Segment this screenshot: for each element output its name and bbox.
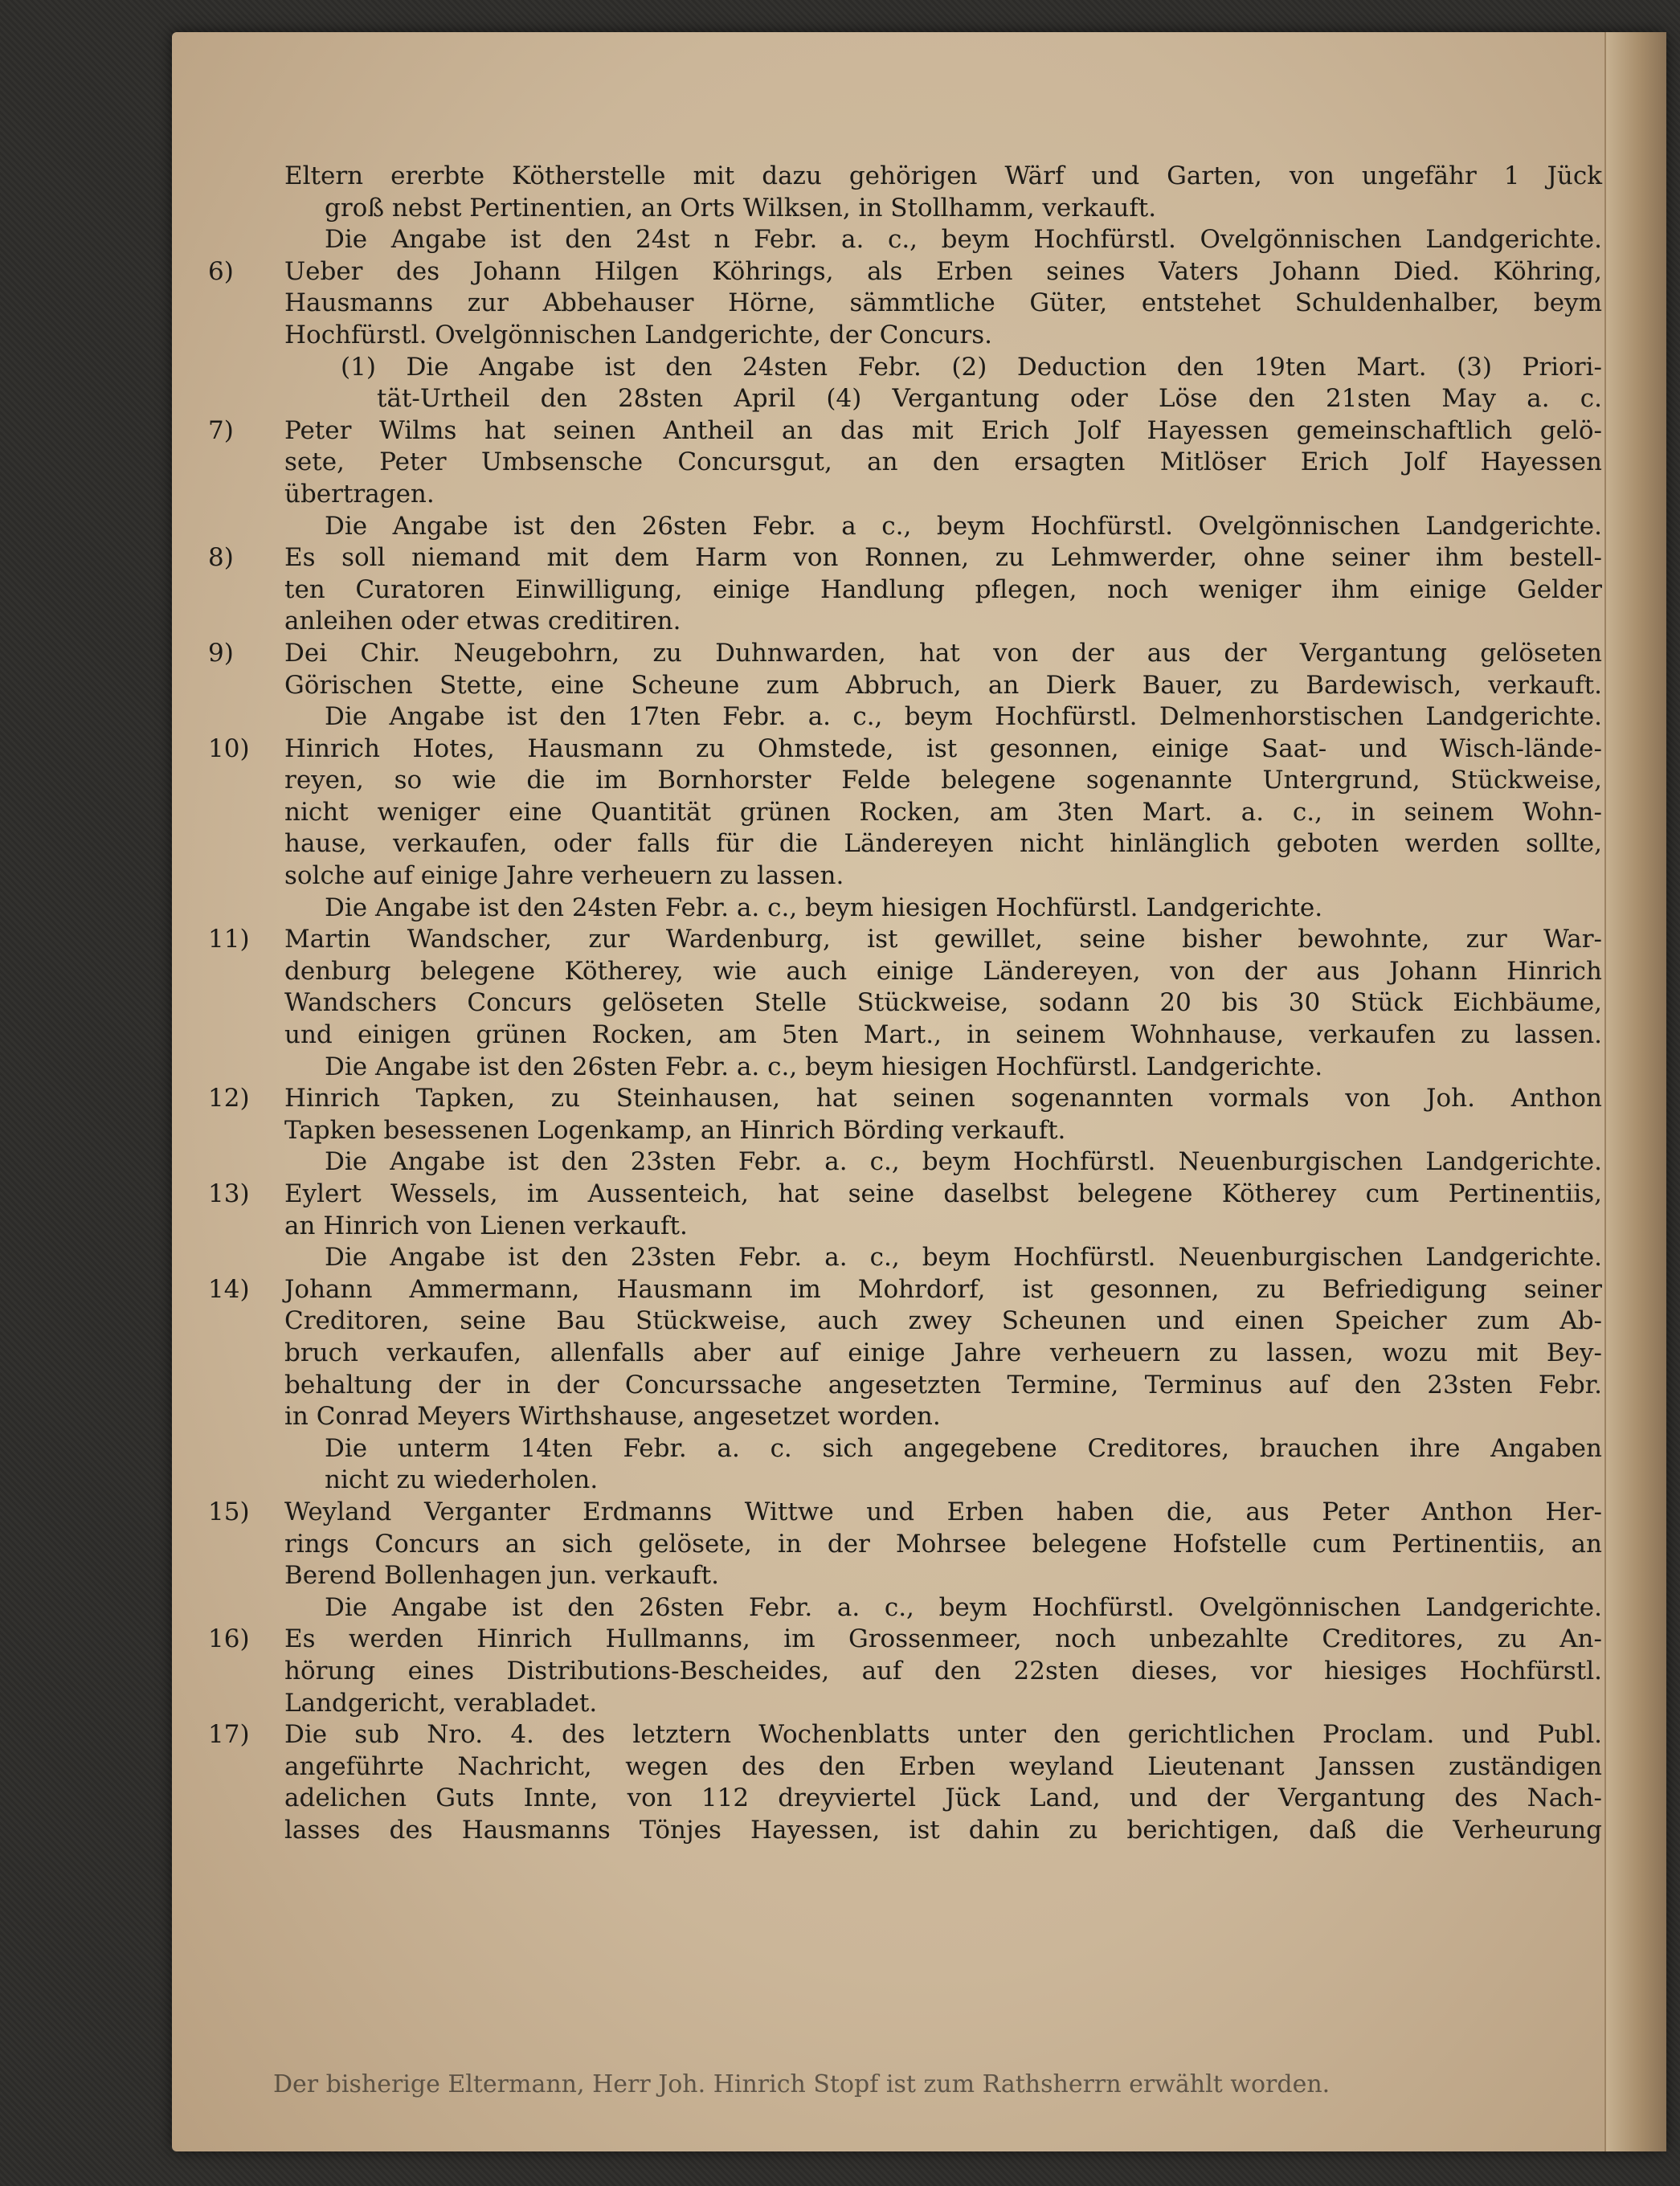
text-line: rings Concurs an sich gelösete, in der Mohrsee belegene Hofstelle cum Pertinentiis, an [284, 1529, 1602, 1559]
text-line: Hochfürstl. Ovelgönnischen Landgerichte, der Concurs. [284, 320, 992, 349]
text-line: Die Angabe ist den 23sten Febr. a. c., beym Hochfürstl. Neuenburgischen Landgerichte. [325, 1147, 1602, 1177]
text-line: solche auf einige Jahre verheuern zu lassen. [284, 861, 844, 891]
text-line: Die unterm 14ten Febr. a. c. sich angegebene Creditores, brauchen ihre Angaben [325, 1433, 1602, 1463]
entry-number: 10) [208, 733, 250, 763]
text-line: Die Angabe ist den 26sten Febr. a c., beym Hochfürstl. Ovelgönnischen Landgerichte. [325, 511, 1602, 541]
announcement-text [208, 161, 1602, 1846]
text-line: Die Angabe ist den 23sten Febr. a. c., beym Hochfürstl. Neuenburgischen Landgerichte. [325, 1243, 1602, 1273]
entry-number: 15) [208, 1497, 250, 1526]
entry-number: 14) [208, 1274, 250, 1304]
text-line: Berend Bollenhagen jun. verkauft. [284, 1561, 719, 1591]
text-line: Die Angabe ist den 24sten Febr. a. c., beym hiesigen Hochfürstl. Landgerichte. [325, 893, 1323, 922]
text-line: an Hinrich von Lienen verkauft. [284, 1211, 688, 1240]
text-line: Creditoren, seine Bau Stückweise, auch zwey Scheunen und einen Speicher zum Ab- [284, 1306, 1602, 1336]
next-page-bleed-line: Der bisherige Eltermann, Herr Joh. Hinrich Stopf ist zum Rathsherrn erwählt worden. [273, 2071, 1331, 2098]
text-line: Landgericht, verabladet. [284, 1688, 598, 1718]
text-line: adelichen Guts Innte, von 112 dreyviertel Jück Land, und der Vergantung des Nach- [284, 1784, 1602, 1813]
text-line: sete, Peter Umbsensche Concursgut, an den ersagten Mitlöser Erich Jolf Hayessen [284, 447, 1602, 477]
book-page [172, 32, 1666, 2151]
text-line: Wandschers Concurs gelöseten Stelle Stückweise, sodann 20 bis 30 Stück Eichbäume, [284, 988, 1602, 1018]
text-line: groß nebst Pertinentien, an Orts Wilksen, in Stollhamm, verkauft. [325, 193, 1157, 223]
text-line: übertragen. [284, 479, 435, 509]
entry-number: 16) [208, 1624, 250, 1654]
text-line: Die Angabe ist den 26sten Febr. a. c., beym Hochfürstl. Ovelgönnischen Landgerichte. [325, 1592, 1602, 1622]
text-line: Tapken besessenen Logenkamp, an Hinrich Börding verkauft. [284, 1115, 1066, 1145]
text-line: Die Angabe ist den 26sten Febr. a. c., beym hiesigen Hochfürstl. Landgerichte. [325, 1052, 1323, 1081]
text-line: und einigen grünen Rocken, am 5ten Mart., in seinem Wohnhause, verkaufen zu lassen. [284, 1020, 1602, 1050]
entry-line: 14) Johann Ammermann, Hausmann im Mohrdorf, ist gesonnen, zu Befriedigung seiner [284, 1274, 1602, 1306]
text-line: (1) Die Angabe ist den 24sten Febr. (2) Deduction den 19ten Mart. (3) Priori- [341, 352, 1602, 382]
entry-line: 16) Es werden Hinrich Hullmanns, im Grossenmeer, noch unbezahlte Creditores, zu An- [284, 1624, 1602, 1656]
text-line: behaltung der in der Concurssache angesetzten Termine, Terminus auf den 23sten Febr. [284, 1370, 1602, 1399]
entry-line: 7) Peter Wilms hat seinen Antheil an das mit Erich Jolf Hayessen gemeinschaftlich gelö- [284, 415, 1602, 447]
entry-number: 8) [208, 543, 234, 573]
text-line: anleihen oder etwas creditiren. [284, 607, 681, 636]
text-line: Eltern ererbte Kötherstelle mit dazu gehörigen Wärf und Garten, von ungefähr 1 Jück [284, 161, 1602, 190]
entry-line: 10) Hinrich Hotes, Hausmann zu Ohmstede, ist gesonnen, einige Saat- und Wisch-lände- [284, 733, 1602, 766]
text-line: angeführte Nachricht, wegen des den Erben weyland Lieutenant Janssen zuständigen [284, 1751, 1602, 1781]
text-line: in Conrad Meyers Wirthshause, angesetzet worden. [284, 1402, 941, 1432]
entry-line: 15) Weyland Verganter Erdmanns Wittwe und Erben haben die, aus Peter Anthon Her- [284, 1497, 1602, 1529]
text-line: hause, verkaufen, oder falls für die Ländereyen nicht hinlänglich geboten werden sollte, [284, 829, 1602, 859]
entry-number: 17) [208, 1720, 250, 1750]
text-line: Die Angabe ist den 24st n Febr. a. c., beym Hochfürstl. Ovelgönnischen Landgerichte. [325, 225, 1602, 255]
text-line: nicht weniger eine Quantität grünen Rocken, am 3ten Mart. a. c., in seinem Wohn- [284, 797, 1602, 827]
entry-line: 12) Hinrich Tapken, zu Steinhausen, hat seinen sogenannten vormals von Joh. Anthon [284, 1083, 1602, 1115]
text-line: Hausmanns zur Abbehauser Hörne, sämmtliche Güter, entstehet Schuldenhalber, beym [284, 288, 1602, 318]
entry-line: 9) Dei Chir. Neugebohrn, zu Duhnwarden, hat von der aus der Vergantung gelöseten [284, 638, 1602, 670]
text-line: Görischen Stette, eine Scheune zum Abbruch, an Dierk Bauer, zu Bardewisch, verkauft. [284, 670, 1602, 700]
text-line: ten Curatoren Einwilligung, einige Handlung pflegen, noch weniger ihm einige Gelder [284, 574, 1602, 604]
entry-number: 7) [208, 415, 234, 445]
entry-number: 6) [208, 256, 234, 286]
entry-line: 17) Die sub Nro. 4. des letztern Wochenblatts unter den gerichtlichen Proclam. und Publ. [284, 1719, 1602, 1751]
entry-line: 13) Eylert Wessels, im Aussenteich, hat seine daselbst belegene Kötherey cum Pertinentiis, [284, 1179, 1602, 1211]
entry-line: 11) Martin Wandscher, zur Wardenburg, ist gewillet, seine bisher bewohnte, zur War- [284, 924, 1602, 956]
entry-number: 11) [208, 925, 250, 954]
entry-line: 6) Ueber des Johann Hilgen Köhrings, als Erben seines Vaters Johann Died. Köhring, [284, 256, 1602, 288]
text-line: tät-Urtheil den 28sten April (4) Vergantung oder Löse den 21sten May a. c. [377, 384, 1602, 414]
text-line: Die Angabe ist den 17ten Febr. a. c., beym Hochfürstl. Delmenhorstischen Landgerichte. [325, 702, 1602, 732]
text-line: lasses des Hausmanns Tönjes Hayessen, ist dahin zu berichtigen, daß die Verheurung [284, 1815, 1602, 1845]
text-line: nicht zu wiederholen. [325, 1465, 599, 1495]
text-line: reyen, so wie die im Bornhorster Felde belegene sogenannte Untergrund, Stückweise, [284, 766, 1602, 795]
next-page-edge [1604, 32, 1666, 2151]
text-line: hörung eines Distributions-Bescheides, auf den 22sten dieses, vor hiesiges Hochfürstl. [284, 1656, 1602, 1685]
text-line: bruch verkaufen, allenfalls aber auf einige Jahre verheuern zu lassen, wozu mit Bey- [284, 1338, 1602, 1367]
entry-number: 12) [208, 1084, 250, 1113]
entry-number: 9) [208, 638, 234, 668]
entry-line: 8) Es soll niemand mit dem Harm von Ronnen, zu Lehmwerder, ohne seiner ihm bestell- [284, 542, 1602, 574]
entry-number: 13) [208, 1179, 250, 1208]
text-line: denburg belegene Kötherey, wie auch einige Ländereyen, von der aus Johann Hinrich [284, 956, 1602, 986]
